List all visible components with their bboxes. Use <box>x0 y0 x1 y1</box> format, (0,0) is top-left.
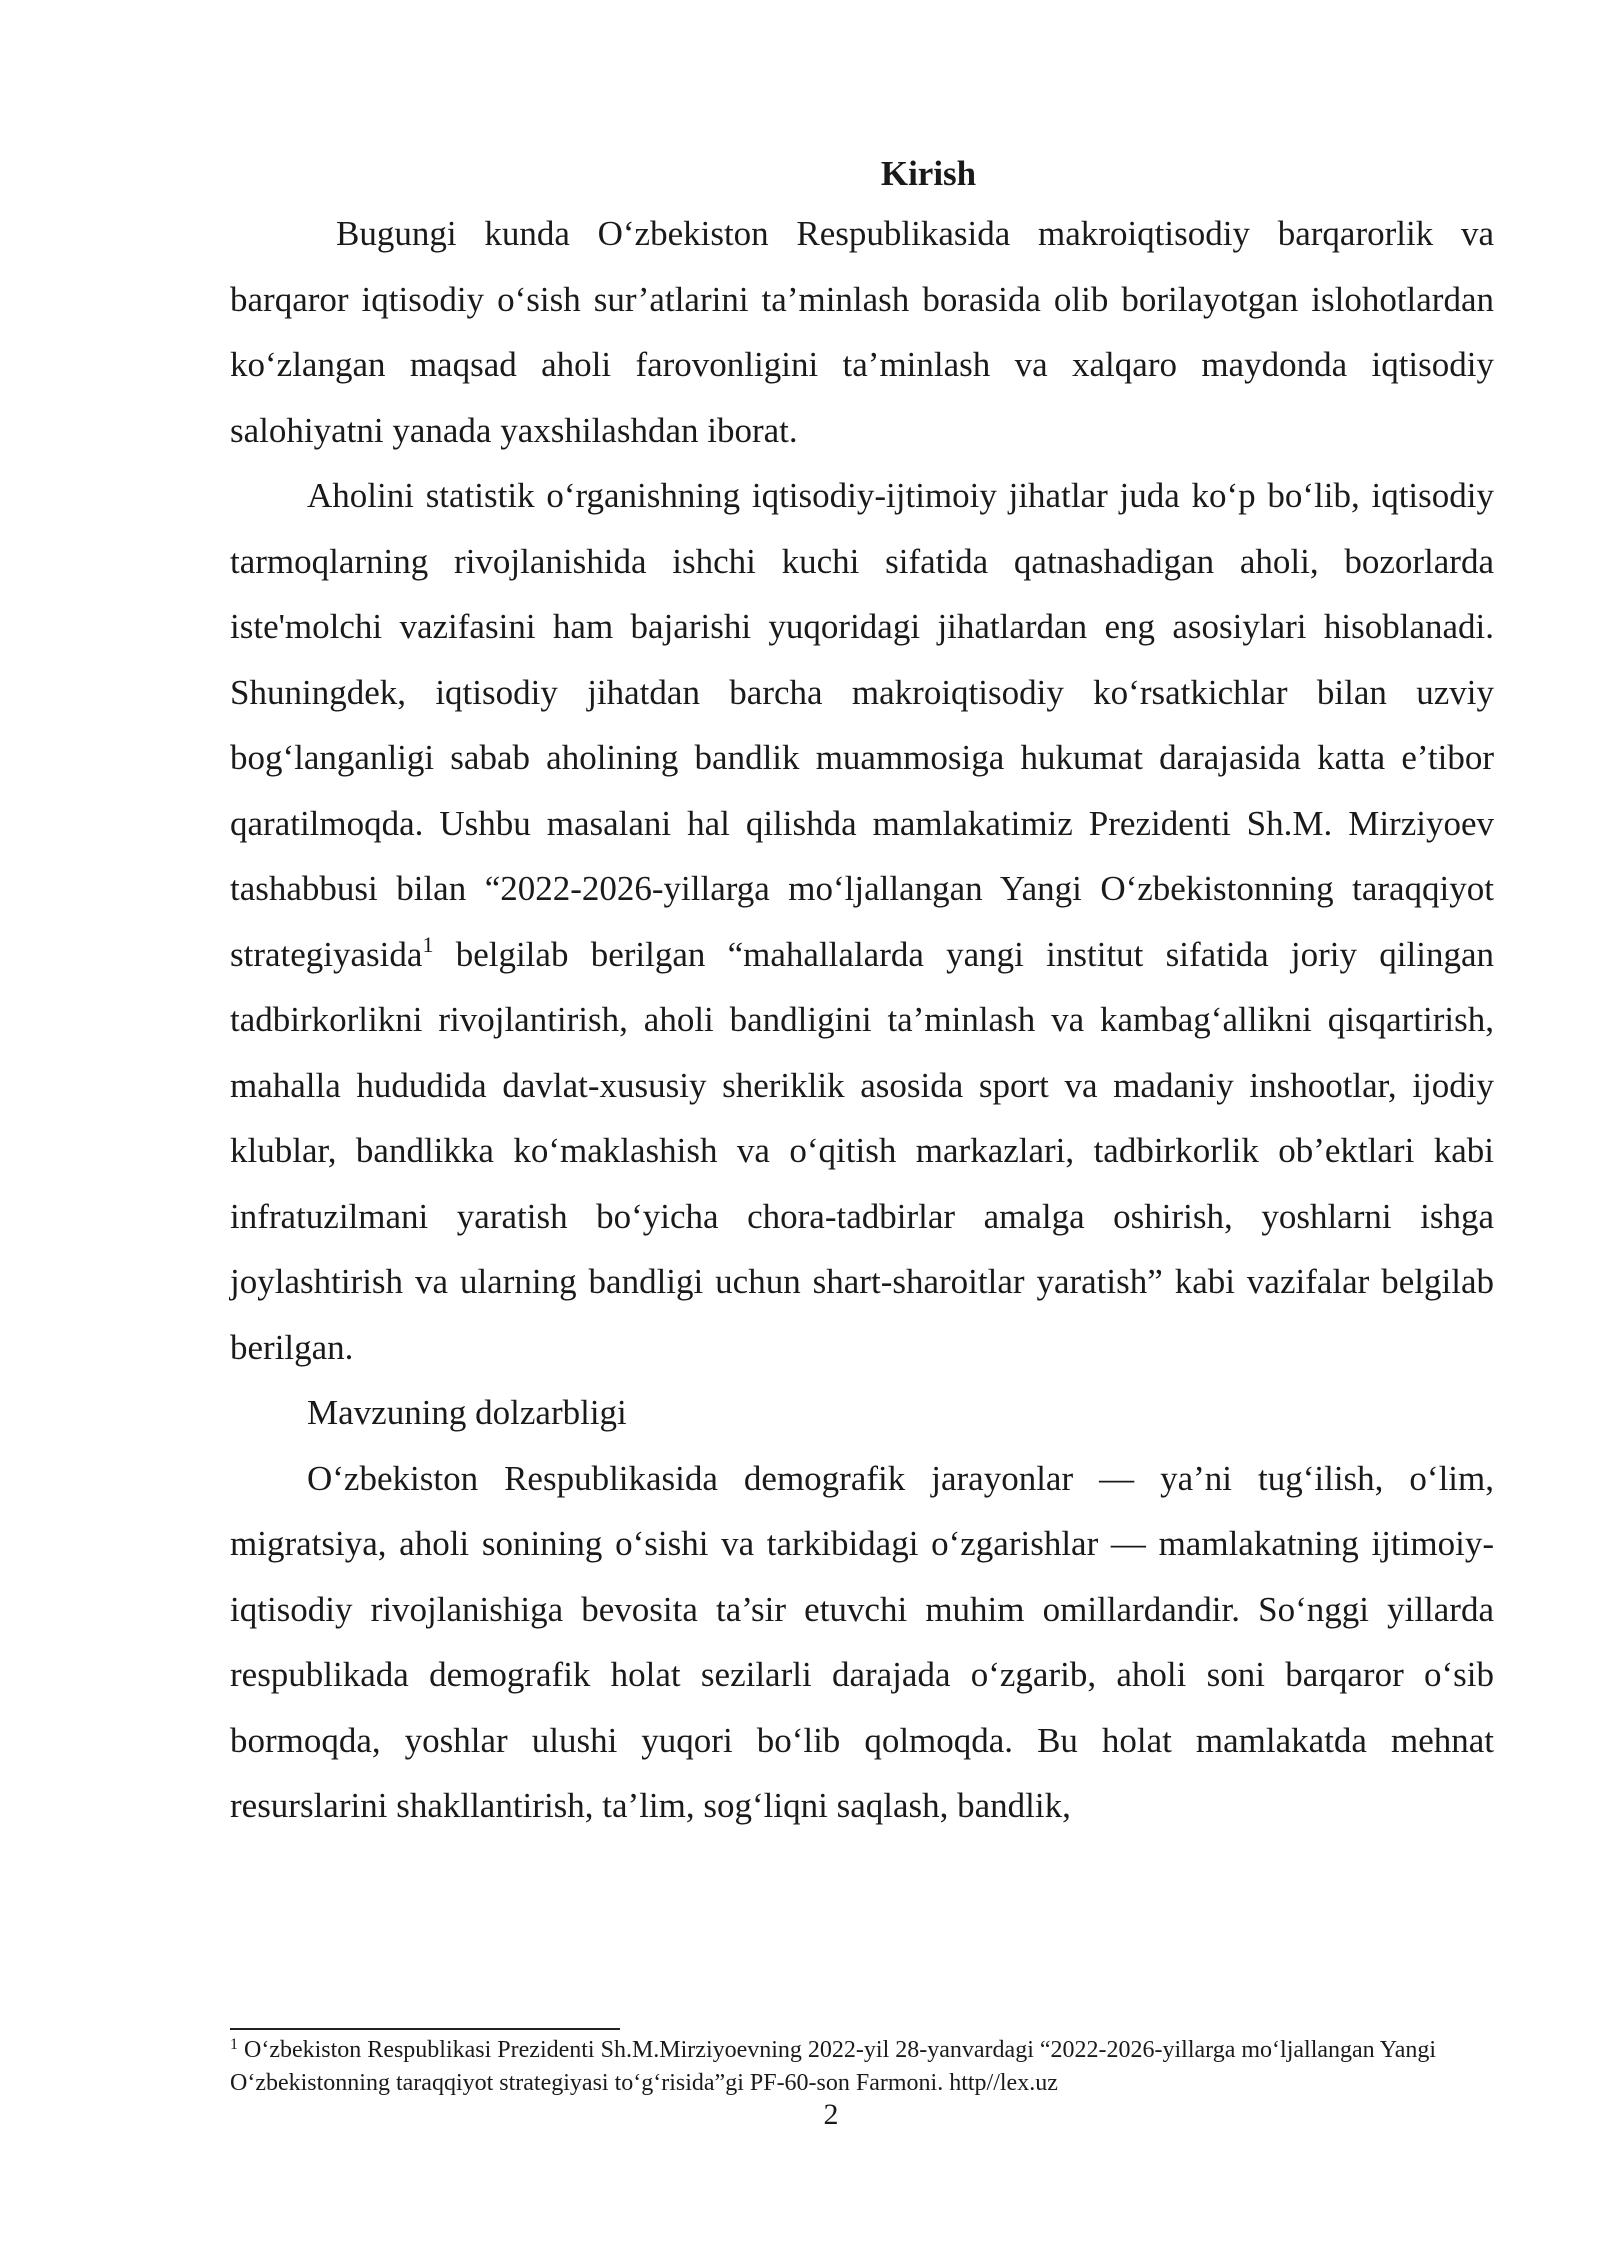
paragraph-population-statistics <box>230 463 1494 1380</box>
footnote-text: O‘zbekiston Respublikasi Prezidenti Sh.M.Mirziyoevning 2022-yil 28-yanvardagi “2022-2026-yillarga mo‘ljallangan Yangi O‘zbekistonning taraqqiyot strategiyasi to‘g‘risida”gi PF-60-son Farmoni. http//lex.uz <box>230 2037 1437 2096</box>
footnote <box>230 2034 1494 2100</box>
paragraph-demographics: O‘zbekiston Respublikasida demografik jarayonlar — ya’ni tug‘ilish, o‘lim, migratsiya, aholi sonining o‘sishi va tarkibidagi o‘zgarishlar — mamlakatning ijtimoiy-iqtisodiy rivojlanishiga bevosita ta’sir etuvchi muhim omillardandir. So‘nggi yillarda respublikada demografik holat sezilarli darajada o‘zgarib, aholi soni barqaror o‘sib bormoqda, yoshlar ulushi yuqori bo‘lib qolmoqda. Bu holat mamlakatda mehnat resurslarini shakllantirish, ta’lim, sog‘liqni saqlash, bandlik, <box>230 1458 1494 1825</box>
paragraph-population-statistics-text: Aholini statistik o‘rganishning iqtisodiy-ijtimoiy jihatlar juda ko‘p bo‘lib, iqtisodiy tarmoqlarning rivojlanishida ishchi kuchi sifatida qatnashadigan aholi, bozorlarda iste'molchi vazifasini ham bajarishi yuqoridagi jihatlardan eng asosiylari hisoblanadi. Shuningdek, iqtisodiy jihatdan barcha makroiqtisodiy ko‘rsatkichlar bilan uzviy bog‘langanligi sabab aholining bandlik muammosiga hukumat darajasida katta e’tibor qaratilmoqda. Ushbu masalani hal qilishda mamlakatimiz Prezidenti Sh.M. Mirziyoev tashabbusi bilan “2022-2026-yillarga mo‘ljallangan Yangi O‘zbekistonning taraqqiyot strategiyasida <box>230 476 1494 974</box>
footnote-marker: 1 <box>230 2036 238 2053</box>
footnote-separator <box>230 2028 620 2030</box>
body-text <box>230 146 1494 1839</box>
paragraph-intro: Bugungi kunda O‘zbekiston Respublikasida makroiqtisodiy barqarorlik va barqaror iqtisodiy o‘sish sur’atlarini ta’minlash borasida olib borilayotgan islohotlardan ko‘zlangan maqsad aholi farovonligini ta’minlash va xalqaro maydonda iqtisodiy salohiyatni yanada yaxshilashdan iborat. <box>230 214 1494 450</box>
paragraph-population-statistics-continuation: belgilab berilgan “mahallalarda yangi institut sifatida joriy qilingan tadbirkorlikni rivojlantirish, aholi bandligini ta’minlash va kambag‘allikni qisqartirish, mahalla hududida davlat-xususiy sheriklik asosida sport va madaniy inshootlar, ijodiy klublar, bandlikka ko‘maklashish va o‘qitish markazlari, tadbirkorlik ob’ektlari kabi infratuzilmani yaratish bo‘yicha chora-tadbirlar amalga oshirish, yoshlarni ishga joylashtirish va ularning bandligi uchun shart-sharoitlar yaratish” kabi vazifalar belgilab berilgan. <box>230 934 1494 1367</box>
page-number: 2 <box>823 2098 839 2131</box>
section-heading: Mavzuning dolzarbligi <box>307 1393 627 1432</box>
footnote-reference[interactable]: 1 <box>422 931 434 957</box>
page-title: Kirish <box>880 154 977 193</box>
